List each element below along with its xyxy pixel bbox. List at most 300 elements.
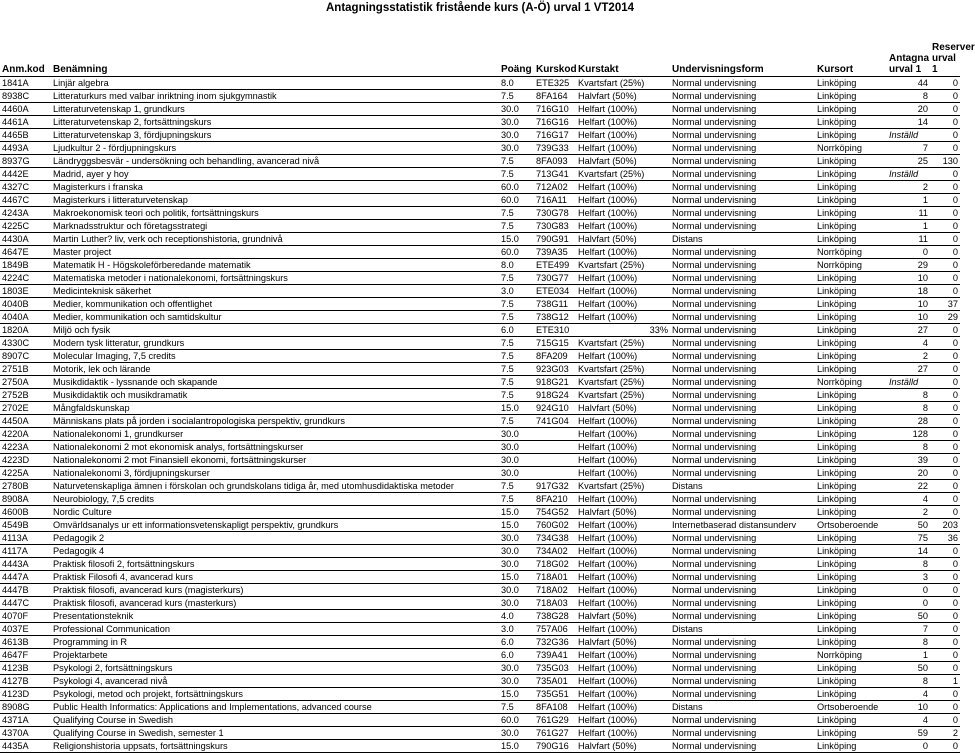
cell-poang: 7.5 [499,350,534,363]
table-row [0,103,960,116]
table-row [0,324,960,337]
cell-reserver: 0 [930,181,960,194]
cell-poang: 30.0 [499,103,534,116]
cell-antagna: 10 [887,701,930,714]
cell-anmkod: 4600B [0,506,51,519]
cell-benamning: Matematik H - Högskoleförberedande matematik [51,259,499,272]
cell-undervisningsform: Normal undervisning [670,376,815,389]
cell-kurskod: 735G03 [534,662,576,675]
cell-benamning: Musikdidaktik och musikdramatik [51,389,499,402]
cell-kursort: Linköping [815,220,887,233]
cell-kurstakt: Helfart (100%) [576,272,670,285]
cell-kurstakt: Helfart (100%) [576,649,670,662]
table-row [0,597,960,610]
cell-benamning: Professional Communication [51,623,499,636]
cell-kursort: Linköping [815,727,887,740]
cell-benamning: Praktisk filosofi 2, fortsättningskurs [51,558,499,571]
cell-poang: 7.5 [499,493,534,506]
cell-kurskod [534,441,576,454]
cell-reserver: 0 [930,285,960,298]
cell-kurstakt: Helfart (100%) [576,298,670,311]
cell-kurskod: 8FA093 [534,155,576,168]
cell-kursort: Ortsoberoende [815,701,887,714]
cell-kursort: Linköping [815,636,887,649]
cell-kurstakt: Helfart (100%) [576,428,670,441]
cell-kursort: Linköping [815,714,887,727]
table-row [0,142,960,155]
cell-reserver: 0 [930,545,960,558]
cell-poang: 7.5 [499,155,534,168]
cell-poang: 30.0 [499,597,534,610]
table-row [0,298,960,311]
cell-benamning: Master project [51,246,499,259]
cell-reserver: 0 [930,220,960,233]
cell-kursort: Norrköping [815,142,887,155]
cell-antagna: 25 [887,155,930,168]
cell-undervisningsform: Normal undervisning [670,220,815,233]
cell-antagna: 10 [887,311,930,324]
cell-benamning: Martin Luther? liv, verk och receptionshistoria, grundnivå [51,233,499,246]
cell-kursort: Linköping [815,493,887,506]
cell-kurstakt: Halvfart (50%) [576,402,670,415]
cell-poang: 15.0 [499,506,534,519]
cell-kursort: Linköping [815,480,887,493]
cell-reserver: 0 [930,493,960,506]
cell-antagna: 11 [887,207,930,220]
cell-poang: 60.0 [499,194,534,207]
cell-reserver: 0 [930,610,960,623]
cell-kurstakt: Helfart (100%) [576,688,670,701]
cell-antagna: 27 [887,363,930,376]
cell-poang: 15.0 [499,233,534,246]
cell-poang: 7.5 [499,376,534,389]
cell-kurstakt: Kvartsfart (25%) [576,480,670,493]
col-antagna-header: Antagna urval 1 [887,42,930,77]
cell-anmkod: 4447B [0,584,51,597]
cell-kurstakt: Halvfart (50%) [576,233,670,246]
cell-poang: 30.0 [499,129,534,142]
cell-reserver: 0 [930,337,960,350]
cell-undervisningsform: Normal undervisning [670,324,815,337]
cell-reserver: 0 [930,662,960,675]
cell-undervisningsform: Normal undervisning [670,506,815,519]
cell-antagna: 50 [887,519,930,532]
cell-anmkod: 2750A [0,376,51,389]
cell-kursort: Linköping [815,272,887,285]
cell-undervisningsform: Normal undervisning [670,649,815,662]
cell-kurskod: 738G11 [534,298,576,311]
cell-kurstakt: Halvfart (50%) [576,610,670,623]
cell-kursort: Linköping [815,181,887,194]
cell-undervisningsform: Normal undervisning [670,662,815,675]
cell-anmkod: 4447C [0,597,51,610]
table-row [0,337,960,350]
cell-antagna: 50 [887,662,930,675]
table-row [0,571,960,584]
cell-anmkod: 4430A [0,233,51,246]
cell-reserver: 0 [930,259,960,272]
cell-poang: 7.5 [499,207,534,220]
cell-kurskod: 754G52 [534,506,576,519]
cell-reserver: 0 [930,324,960,337]
table-row [0,376,960,389]
cell-kurstakt: Helfart (100%) [576,441,670,454]
cell-reserver: 0 [930,103,960,116]
cell-benamning: Mångfaldskunskap [51,402,499,415]
cell-anmkod: 4223A [0,441,51,454]
cell-kursort: Linköping [815,90,887,103]
cell-kurstakt: Helfart (100%) [576,571,670,584]
cell-undervisningsform: Normal undervisning [670,636,815,649]
cell-poang: 7.5 [499,311,534,324]
cell-benamning: Madrid, ayer y hoy [51,168,499,181]
cell-undervisningsform: Normal undervisning [670,740,815,753]
cell-kurstakt: Kvartsfart (25%) [576,363,670,376]
cell-kursort: Norrköping [815,376,887,389]
cell-antagna: 75 [887,532,930,545]
cell-poang: 3.0 [499,285,534,298]
cell-undervisningsform: Normal undervisning [670,142,815,155]
cell-benamning: Psykologi, metod och projekt, fortsättningskurs [51,688,499,701]
cell-kursort: Linköping [815,571,887,584]
table-row [0,467,960,480]
cell-anmkod: 4070F [0,610,51,623]
cell-undervisningsform: Normal undervisning [670,571,815,584]
cell-anmkod: 4330C [0,337,51,350]
cell-antagna: 0 [887,584,930,597]
cell-kurstakt: Helfart (100%) [576,558,670,571]
cell-kurskod: 734A02 [534,545,576,558]
cell-poang: 30.0 [499,142,534,155]
cell-kursort: Linköping [815,129,887,142]
cell-benamning: Nationalekonomi 3, fördjupningskurser [51,467,499,480]
cell-kurskod: 738G12 [534,311,576,324]
cell-antagna: 11 [887,233,930,246]
cell-anmkod: 2780B [0,480,51,493]
cell-anmkod: 1849B [0,259,51,272]
cell-poang: 7.5 [499,363,534,376]
cell-benamning: Psykologi 2, fortsättningskurs [51,662,499,675]
table-row [0,662,960,675]
cell-benamning: Medier, kommunikation och samtidskultur [51,311,499,324]
cell-undervisningsform: Normal undervisning [670,103,815,116]
cell-anmkod: 8907C [0,350,51,363]
cell-kurskod: 8FA210 [534,493,576,506]
cell-kursort: Norrköping [815,259,887,272]
cell-reserver: 0 [930,389,960,402]
cell-kurstakt: Helfart (100%) [576,194,670,207]
cell-kurstakt: Helfart (100%) [576,207,670,220]
cell-undervisningsform: Normal undervisning [670,597,815,610]
cell-kursort: Linköping [815,415,887,428]
cell-anmkod: 4327C [0,181,51,194]
cell-kurstakt: Helfart (100%) [576,350,670,363]
cell-undervisningsform: Normal undervisning [670,558,815,571]
cell-anmkod: 4123B [0,662,51,675]
cell-kurstakt: Helfart (100%) [576,285,670,298]
cell-poang: 30.0 [499,662,534,675]
cell-anmkod: 8908A [0,493,51,506]
cell-kurskod: 917G32 [534,480,576,493]
cell-anmkod: 2702E [0,402,51,415]
cell-anmkod: 4460A [0,103,51,116]
cell-kurstakt: Helfart (100%) [576,532,670,545]
cell-undervisningsform: Normal undervisning [670,610,815,623]
cell-kursort: Linköping [815,194,887,207]
cell-kurstakt: Kvartsfart (25%) [576,259,670,272]
cell-poang: 30.0 [499,116,534,129]
cell-kursort: Linköping [815,77,887,90]
cell-anmkod: 4220A [0,428,51,441]
cell-undervisningsform: Normal undervisning [670,545,815,558]
cell-reserver: 130 [930,155,960,168]
table-row [0,584,960,597]
table-row [0,129,960,142]
cell-undervisningsform: Normal undervisning [670,90,815,103]
table-row [0,493,960,506]
table-row [0,207,960,220]
cell-reserver: 36 [930,532,960,545]
cell-benamning: Praktisk filosofi, avancerad kurs (magisterkurs) [51,584,499,597]
cell-benamning: Litteraturkurs med valbar inriktning inom sjukgymnastik [51,90,499,103]
cell-reserver: 2 [930,727,960,740]
cell-kurskod: 730G83 [534,220,576,233]
cell-kurstakt: Kvartsfart (25%) [576,337,670,350]
cell-kurstakt: Helfart (100%) [576,116,670,129]
table-row [0,636,960,649]
cell-poang: 6.0 [499,649,534,662]
table-row [0,506,960,519]
cell-kurstakt: Kvartsfart (25%) [576,168,670,181]
cell-anmkod: 4040A [0,311,51,324]
cell-undervisningsform: Normal undervisning [670,259,815,272]
cell-reserver: 0 [930,142,960,155]
col-reserver-header: Reserver urval 1 [932,42,975,75]
cell-kurstakt: Halvfart (50%) [576,636,670,649]
cell-poang: 30.0 [499,428,534,441]
cell-kurskod: 739G33 [534,142,576,155]
cell-antagna: 44 [887,77,930,90]
table-row [0,90,960,103]
cell-antagna: 14 [887,116,930,129]
cell-kurstakt: Halvfart (50%) [576,740,670,753]
cell-poang: 8.0 [499,77,534,90]
cell-anmkod: 4040B [0,298,51,311]
cell-benamning: Linjär algebra [51,77,499,90]
cell-benamning: Nationalekonomi 1, grundkurser [51,428,499,441]
cell-poang: 7.5 [499,220,534,233]
table-row [0,168,960,181]
cell-kursort: Linköping [815,558,887,571]
cell-reserver: 29 [930,311,960,324]
cell-benamning: Projektarbete [51,649,499,662]
cell-undervisningsform: Normal undervisning [670,246,815,259]
table-row [0,415,960,428]
cell-poang: 3.0 [499,623,534,636]
cell-benamning: Medicinteknisk säkerhet [51,285,499,298]
cell-kurskod: ETE034 [534,285,576,298]
cell-benamning: Ländryggsbesvär - undersökning och behandling, avancerad nivå [51,155,499,168]
cell-anmkod: 4447A [0,571,51,584]
cell-kurstakt: Helfart (100%) [576,220,670,233]
cell-undervisningsform: Normal undervisning [670,311,815,324]
table-row [0,194,960,207]
cell-benamning: Pedagogik 4 [51,545,499,558]
cell-kurstakt: Helfart (100%) [576,519,670,532]
cell-undervisningsform: Normal undervisning [670,467,815,480]
cell-reserver: 0 [930,376,960,389]
cell-antagna: 50 [887,610,930,623]
table-row [0,727,960,740]
cell-kursort: Linköping [815,688,887,701]
cell-kursort: Linköping [815,207,887,220]
cell-reserver: 0 [930,77,960,90]
cell-poang: 7.5 [499,701,534,714]
table-row [0,428,960,441]
cell-antagna: Inställd [887,129,930,142]
cell-kurskod: 718A03 [534,597,576,610]
cell-kurskod: ETE310 [534,324,576,337]
col-anmkod-header: Anm.kod [0,42,51,77]
cell-poang: 60.0 [499,181,534,194]
table-row [0,220,960,233]
cell-antagna: 1 [887,649,930,662]
cell-kurskod: 761G29 [534,714,576,727]
cell-kurskod: 760G02 [534,519,576,532]
cell-benamning: Nationalekonomi 2 mot ekonomisk analys, fortsättningskurser [51,441,499,454]
table-row [0,454,960,467]
cell-anmkod: 2751B [0,363,51,376]
cell-kurstakt: Helfart (100%) [576,103,670,116]
cell-kurskod: 8FA164 [534,90,576,103]
cell-kurskod: 739A35 [534,246,576,259]
cell-kurstakt: Helfart (100%) [576,142,670,155]
table-row [0,246,960,259]
cell-kurskod: 713G41 [534,168,576,181]
cell-anmkod: 4461A [0,116,51,129]
cell-anmkod: 4450A [0,415,51,428]
cell-undervisningsform: Normal undervisning [670,675,815,688]
cell-kursort: Linköping [815,545,887,558]
cell-kurskod: 738G28 [534,610,576,623]
cell-kurskod: 716G17 [534,129,576,142]
cell-kurskod: 716G10 [534,103,576,116]
cell-poang: 30.0 [499,558,534,571]
cell-kursort: Linköping [815,584,887,597]
cell-kurstakt: Helfart (100%) [576,493,670,506]
cell-kursort: Linköping [815,441,887,454]
cell-benamning: Religionshistoria uppsats, fortsättningskurs [51,740,499,753]
cell-benamning: Matematiska metoder i nationalekonomi, fortsättningskurs [51,272,499,285]
cell-kursort: Linköping [815,402,887,415]
cell-kursort: Norrköping [815,246,887,259]
col-benamning-header: Benämning [51,42,499,77]
cell-antagna: 29 [887,259,930,272]
cell-antagna: 7 [887,623,930,636]
cell-kursort: Linköping [815,324,887,337]
cell-undervisningsform: Distans [670,623,815,636]
cell-anmkod: 2752B [0,389,51,402]
cell-kurstakt: Helfart (100%) [576,129,670,142]
table-row [0,740,960,753]
cell-reserver: 1 [930,675,960,688]
cell-antagna: 14 [887,545,930,558]
cell-benamning: Molecular Imaging, 7,5 credits [51,350,499,363]
cell-kursort: Linköping [815,467,887,480]
cell-benamning: Musikdidaktik - lyssnande och skapande [51,376,499,389]
cell-anmkod: 4613B [0,636,51,649]
header-row [0,42,960,77]
cell-undervisningsform: Normal undervisning [670,155,815,168]
cell-kursort: Linköping [815,428,887,441]
cell-kurskod: 735A01 [534,675,576,688]
cell-reserver: 203 [930,519,960,532]
cell-undervisningsform: Distans [670,233,815,246]
cell-antagna: 4 [887,493,930,506]
cell-kurskod: 918G24 [534,389,576,402]
table-row [0,402,960,415]
col-kurskod-header: Kurskod [534,42,576,77]
cell-kurskod: 8FA209 [534,350,576,363]
cell-benamning: Modern tysk litteratur, grundkurs [51,337,499,350]
cell-anmkod: 4123D [0,688,51,701]
cell-antagna: 8 [887,90,930,103]
cell-antagna: 2 [887,350,930,363]
cell-anmkod: 8938C [0,90,51,103]
cell-benamning: Litteraturvetenskap 2, fortsättningskurs [51,116,499,129]
table-row [0,350,960,363]
cell-undervisningsform: Normal undervisning [670,727,815,740]
cell-benamning: Neurobiology, 7,5 credits [51,493,499,506]
cell-reserver: 0 [930,701,960,714]
cell-reserver: 0 [930,649,960,662]
cell-benamning: Litteraturvetenskap 3, fördjupningskurs [51,129,499,142]
cell-kursort: Linköping [815,168,887,181]
cell-undervisningsform: Normal undervisning [670,285,815,298]
cell-kurstakt: Helfart (100%) [576,597,670,610]
table-row [0,272,960,285]
cell-kursort: Linköping [815,532,887,545]
cell-undervisningsform: Normal undervisning [670,129,815,142]
cell-anmkod: 4371A [0,714,51,727]
cell-kurskod [534,454,576,467]
cell-kursort: Linköping [815,675,887,688]
cell-undervisningsform: Distans [670,701,815,714]
cell-kurstakt: Halvfart (50%) [576,155,670,168]
cell-undervisningsform: Normal undervisning [670,415,815,428]
cell-kurskod: 757A06 [534,623,576,636]
cell-poang: 6.0 [499,636,534,649]
cell-poang: 4.0 [499,610,534,623]
cell-kurstakt: 33% [576,324,670,337]
cell-undervisningsform: Normal undervisning [670,688,815,701]
cell-kurstakt: Helfart (100%) [576,545,670,558]
cell-reserver: 0 [930,688,960,701]
cell-reserver: 0 [930,480,960,493]
cell-undervisningsform: Normal undervisning [670,493,815,506]
cell-anmkod: 4225A [0,467,51,480]
col-poang-header: Poäng [499,42,534,77]
cell-poang: 30.0 [499,441,534,454]
cell-antagna: 0 [887,246,930,259]
cell-kursort: Linköping [815,389,887,402]
cell-poang: 7.5 [499,480,534,493]
cell-anmkod: 4117A [0,545,51,558]
cell-kurstakt: Helfart (100%) [576,467,670,480]
cell-benamning: Motorik, lek och lärande [51,363,499,376]
cell-kurstakt: Helfart (100%) [576,415,670,428]
cell-reserver: 0 [930,194,960,207]
